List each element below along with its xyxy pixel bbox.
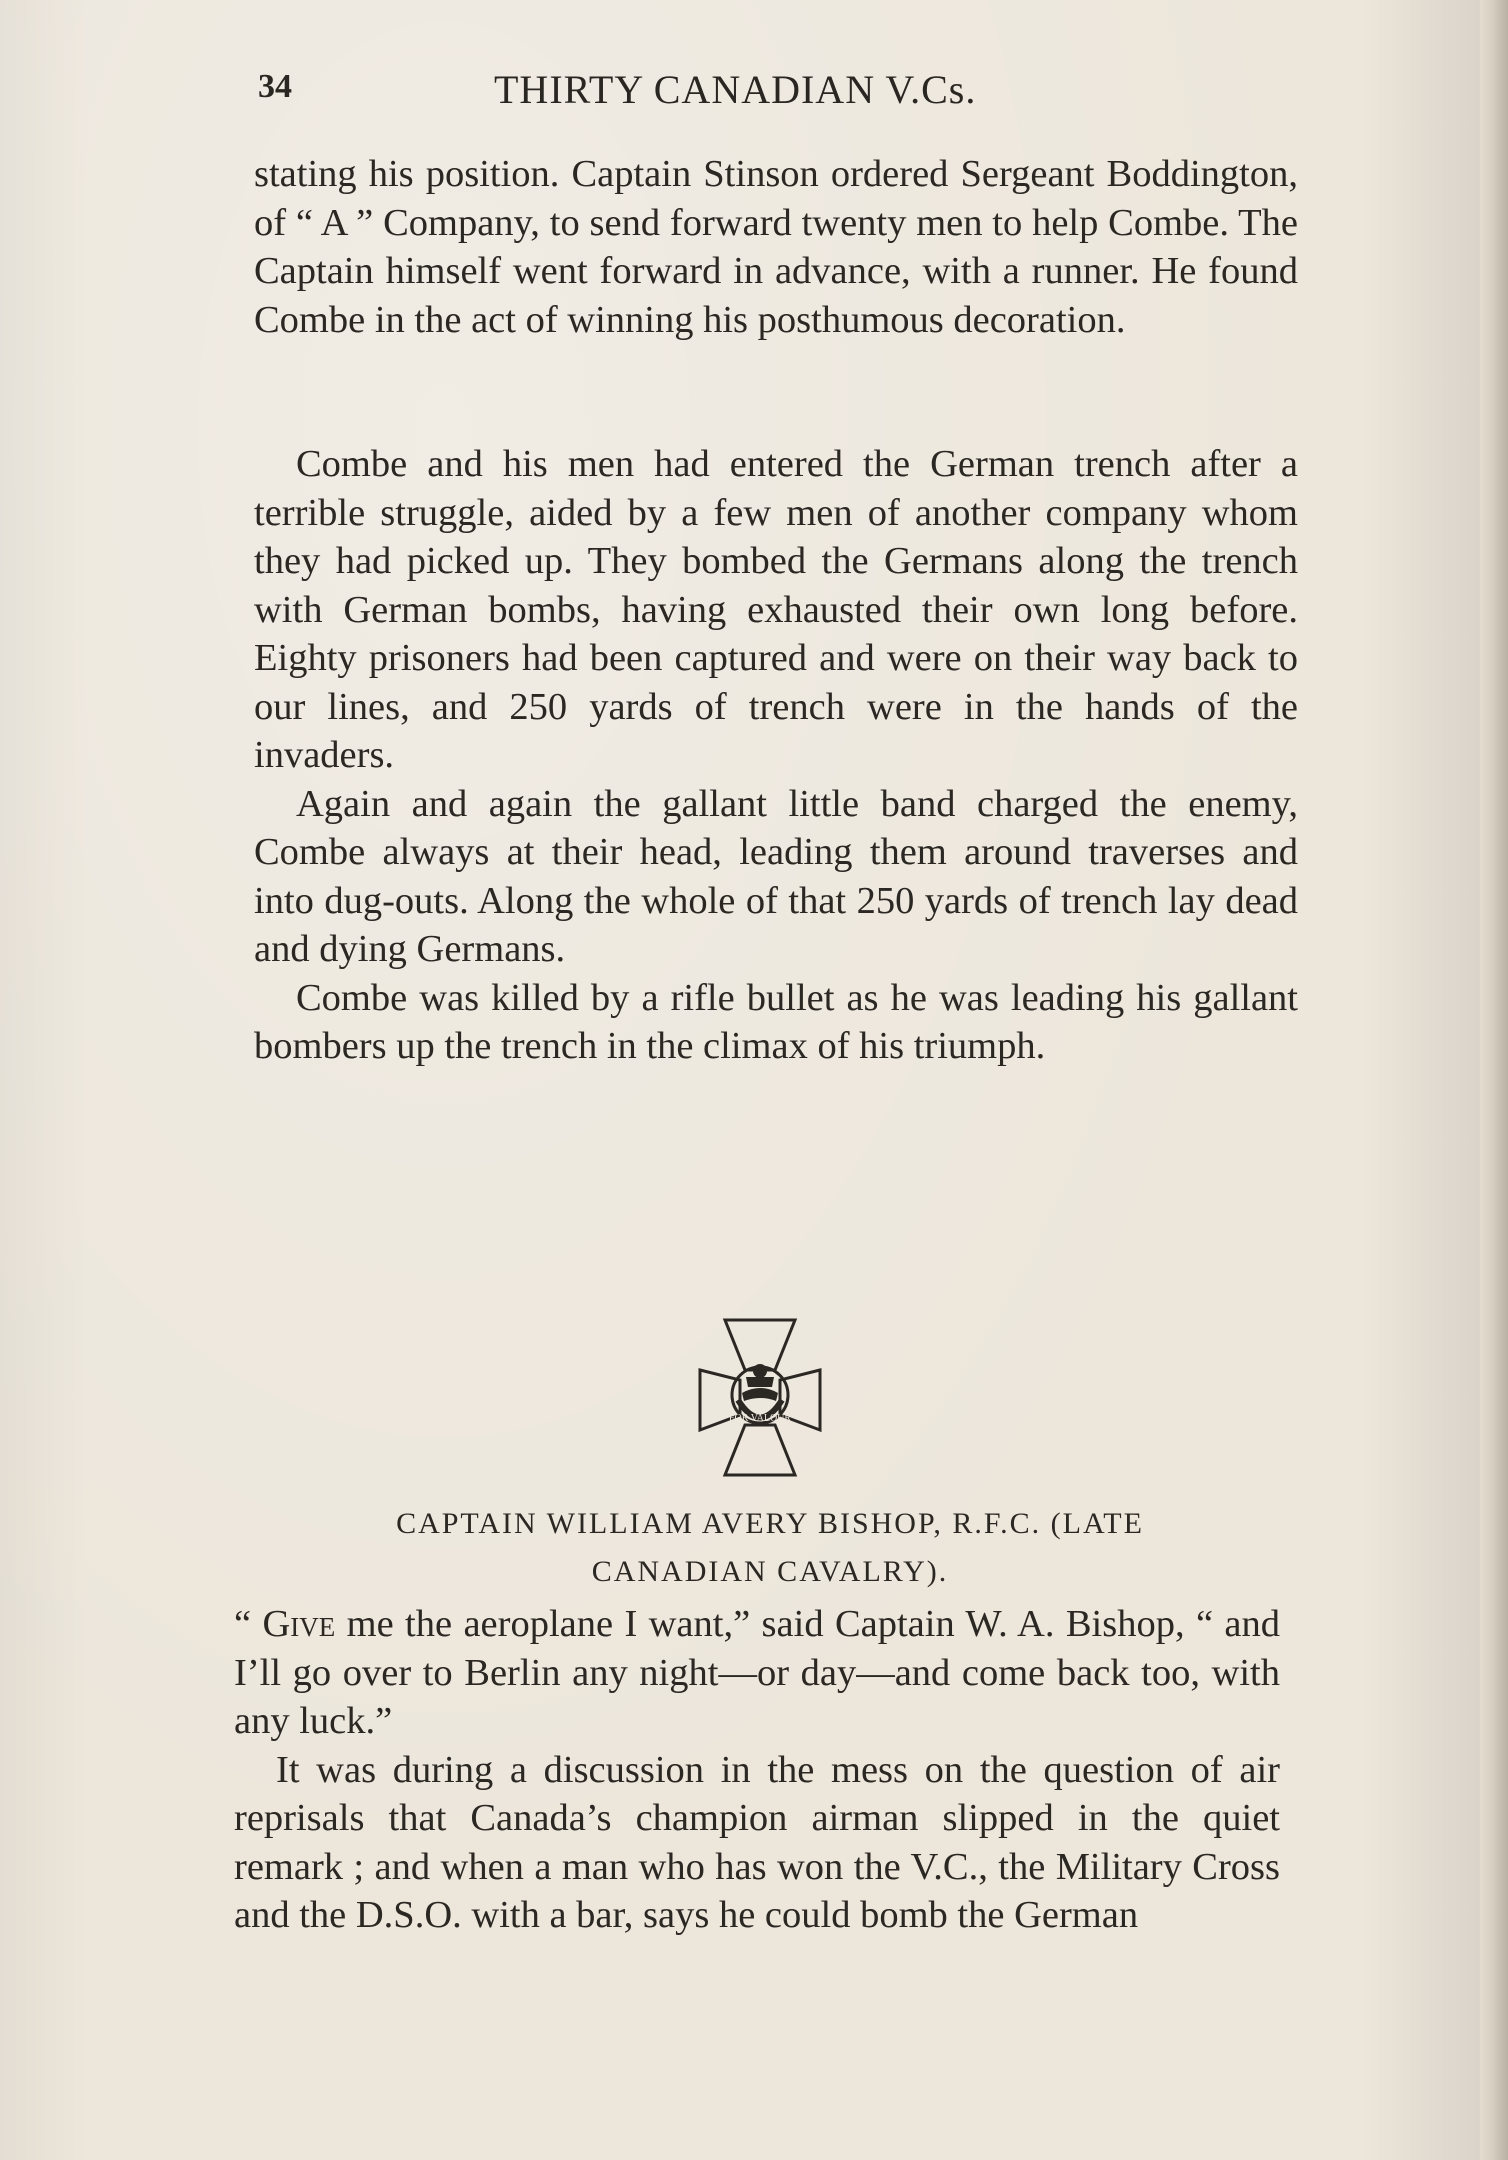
body-text-bottom bbox=[234, 1600, 1280, 1940]
running-title: THIRTY CANADIAN V.Cs. bbox=[494, 67, 977, 112]
body-text-top bbox=[254, 150, 1298, 344]
quote-first-word: Give bbox=[262, 1603, 336, 1645]
emblem-motto: FOR VALOUR bbox=[728, 1413, 792, 1424]
body-text-middle bbox=[254, 440, 1298, 1071]
section-heading bbox=[240, 1500, 1300, 1596]
quote-open: “ bbox=[234, 1603, 263, 1645]
section-heading-line2: CANADIAN CAVALRY). bbox=[591, 1555, 949, 1588]
paragraph-combe-trench: Combe and his men had entered the German trench after a terrible struggle, aided by a few men of another company whom they had picked up. They bombed the Germans along the trench with German bombs, having exhausted their own long before. Eighty prisoners had been captured and were on their way back to our lines, and 250 yards of trench were in the hands of the invaders. bbox=[254, 443, 1298, 776]
paragraph-combe-killed: Combe was killed by a rifle bullet as he was leading his gallant bombers up the trench in the climax of his triumph. bbox=[254, 976, 1298, 1067]
page-number: 34 bbox=[258, 68, 292, 105]
section-heading-line1: CAPTAIN WILLIAM AVERY BISHOP, R.F.C. (LATE bbox=[396, 1507, 1144, 1540]
paragraph-air-reprisals: It was during a discussion in the mess on the question of air reprisals that Canada’s champion airman slipped in the quiet remark ; and when a man who has won the V.C., the Military Cross and the D.S.O. with a bar, says he could bomb the German bbox=[234, 1748, 1280, 1936]
page-edge bbox=[1480, 0, 1508, 2160]
paragraph-bishop-quote bbox=[234, 1600, 1280, 1746]
paragraph-continued: stating his position. Captain Stinson ordered Sergeant Boddington, of “ A ” Company, to send forward twenty men to help Combe. The Captain himself went forward in advance, with a runner. He found Combe in the act of winning his posthumous decoration. bbox=[254, 153, 1298, 341]
quote-rest: me the aeroplane I want,” said Captain W. A. Bishop, “ and I’ll go over to Berlin any night—or day—and come back too, with any luck.” bbox=[234, 1603, 1280, 1742]
running-head bbox=[258, 66, 1298, 126]
victoria-cross-icon bbox=[680, 1305, 840, 1485]
paragraph-again-and-again: Again and again the gallant little band charged the enemy, Combe always at their head, leading them around traverses and into dug-outs. Along the whole of that 250 yards of trench lay dead and dying Germans. bbox=[254, 782, 1298, 970]
